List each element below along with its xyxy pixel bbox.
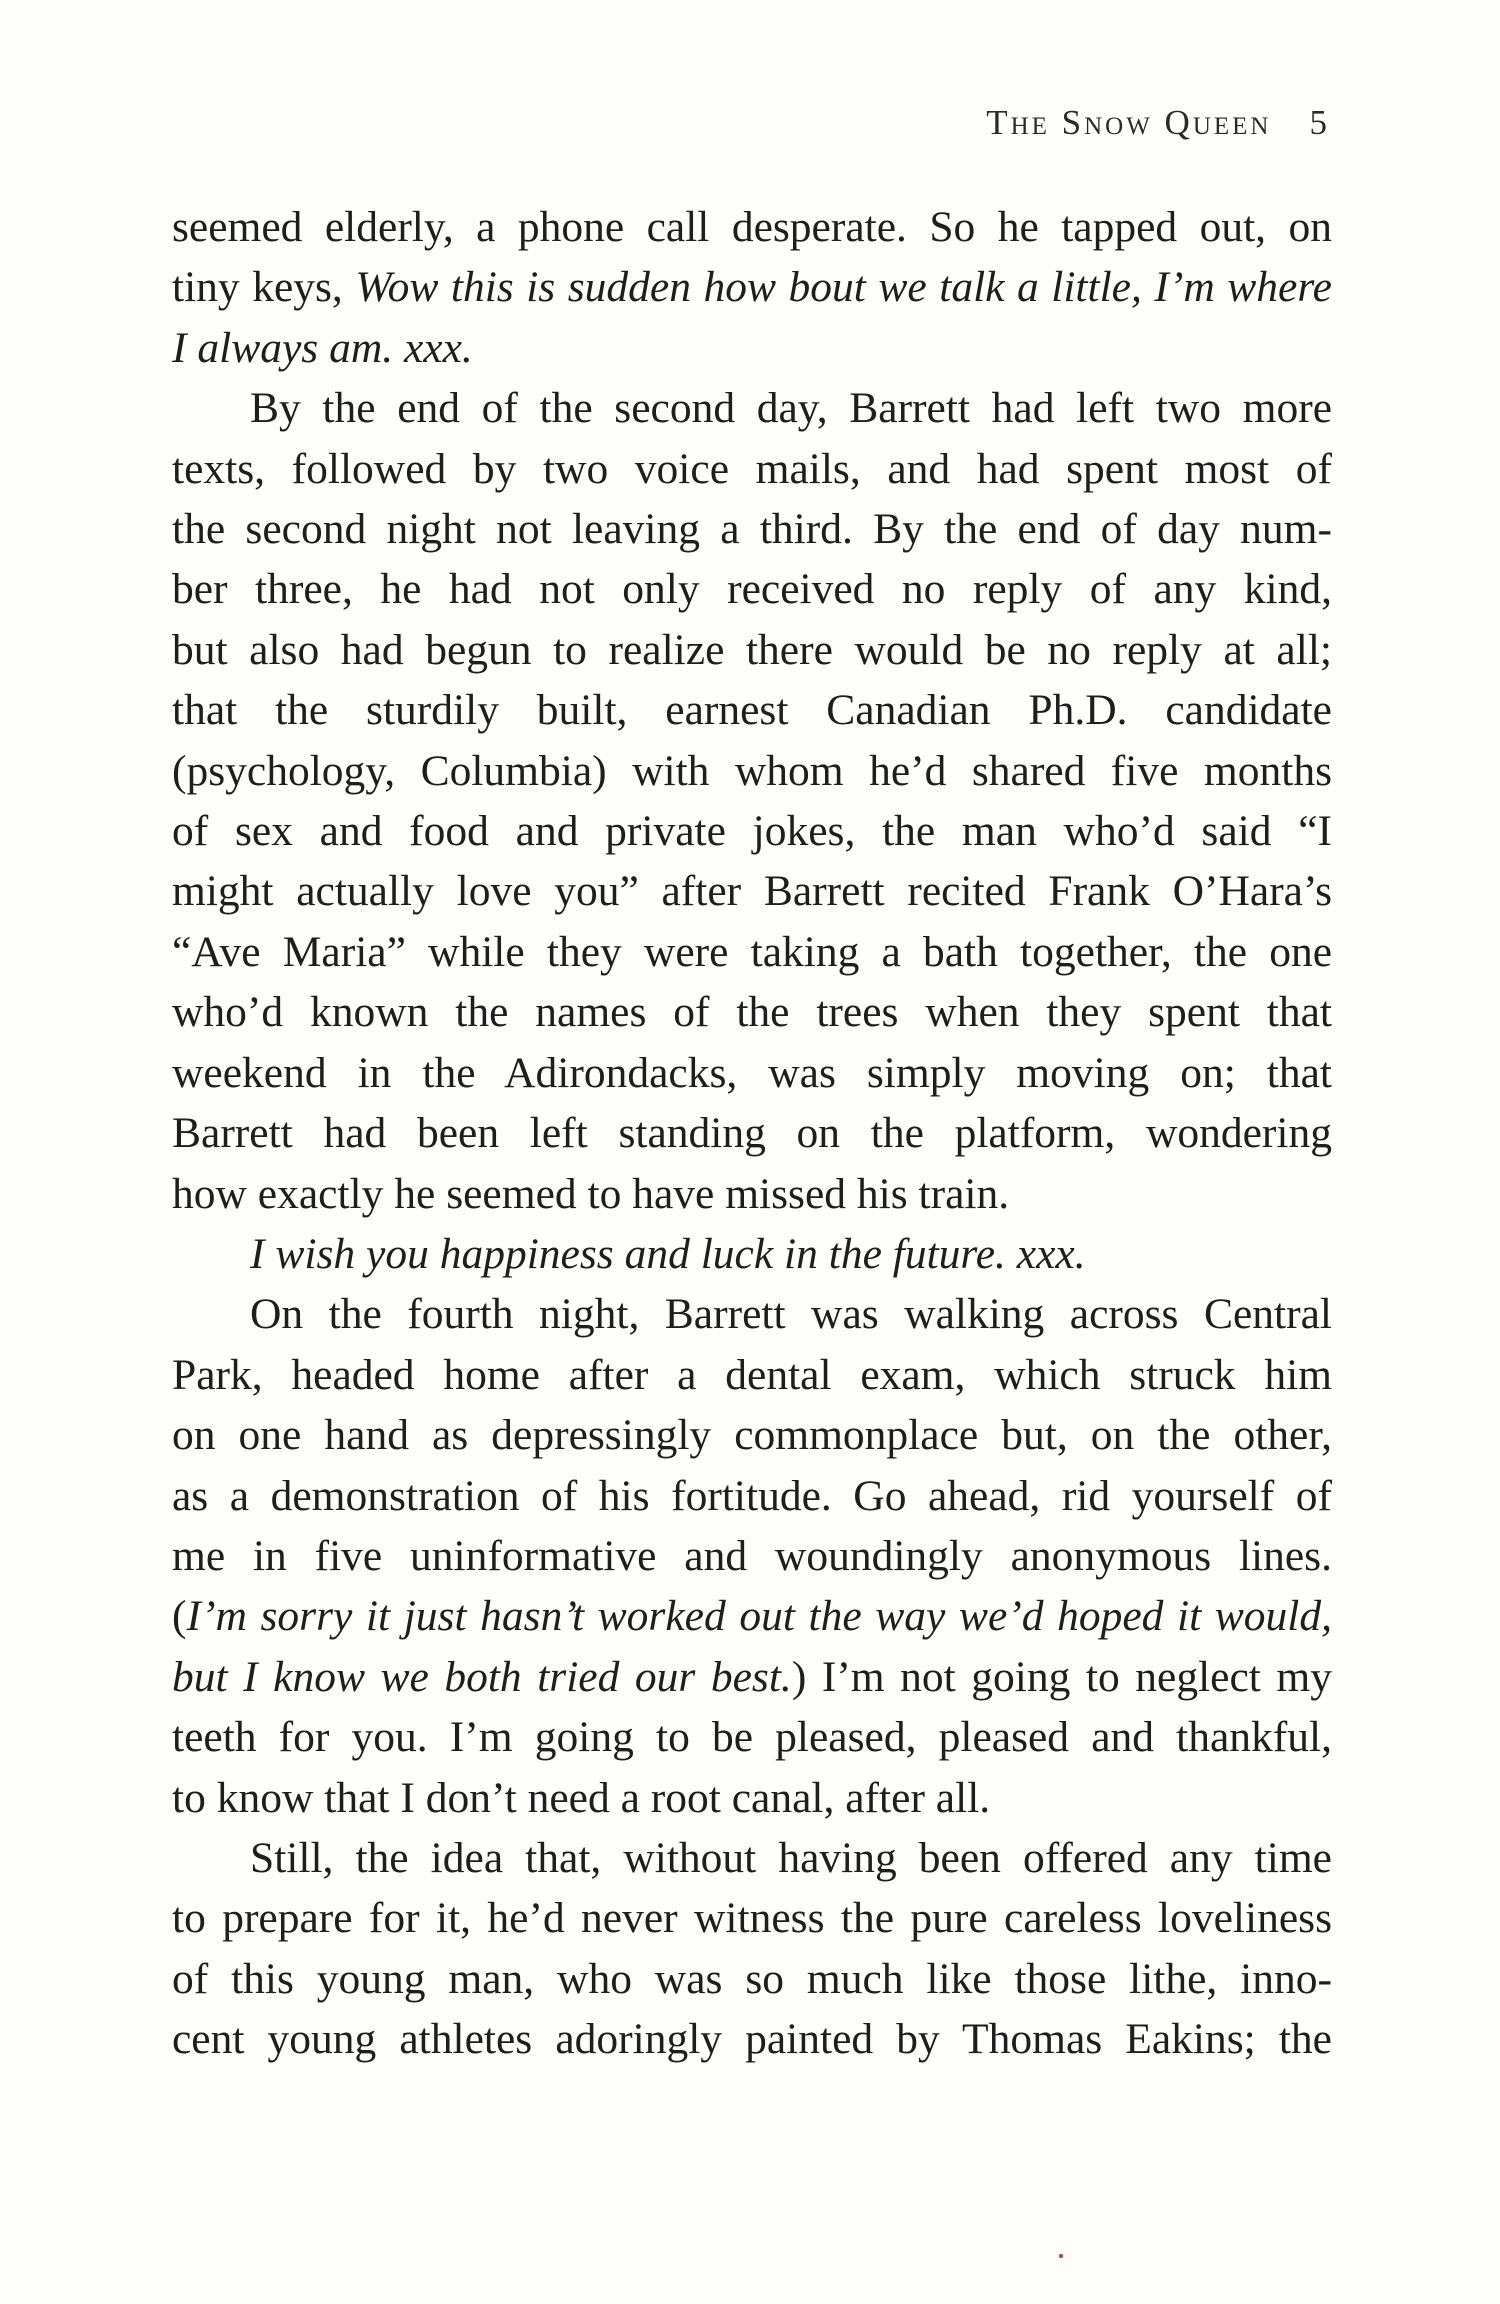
text-line [172, 1103, 1332, 1163]
text-line [172, 2009, 1332, 2069]
text-fragment: how exactly he seemed to have missed his train. [172, 1169, 1010, 1218]
text-fragment: Barrett had been left standing on the platform, wondering [172, 1109, 1332, 1158]
text-line [172, 620, 1332, 680]
text-fragment: Still, the idea that, without having been offered any time [250, 1833, 1332, 1882]
text-fragment: Park, headed home after a dental exam, which struck him [172, 1350, 1332, 1399]
text-fragment: On the fourth night, Barrett was walking across Central [250, 1290, 1332, 1339]
text-fragment: ber three, he had not only received no reply of any kind, [172, 565, 1332, 614]
text-fragment: me in five uninformative and woundingly anonymous lines. [172, 1531, 1332, 1580]
text-line [172, 1526, 1332, 1586]
text-line [172, 1707, 1332, 1767]
italic-text: I’m sorry it just hasn’t worked out the way we’d hoped it would, [186, 1592, 1332, 1641]
text-line [172, 1043, 1332, 1103]
text-line [172, 680, 1332, 740]
text-line [172, 1949, 1332, 2009]
text-fragment: ( [172, 1592, 187, 1641]
text-line [172, 1466, 1332, 1526]
ink-speck [1059, 2254, 1063, 2258]
text-line [172, 439, 1332, 499]
text-fragment: “Ave Maria” while they were taking a bath together, the one [172, 927, 1332, 976]
text-line [172, 741, 1332, 801]
text-line [172, 1768, 1332, 1828]
text-fragment: seemed elderly, a phone call desperate. So he tapped out, on [172, 203, 1332, 251]
text-line [172, 257, 1332, 317]
text-fragment: but also had begun to realize there would be no reply at all; [172, 625, 1332, 674]
text-line [172, 1345, 1332, 1405]
text-fragment: weekend in the Adirondacks, was simply moving on; that [172, 1048, 1332, 1097]
text-fragment: teeth for you. I’m going to be pleased, pleased and thankful, [172, 1713, 1332, 1762]
running-head [986, 103, 1327, 143]
text-fragment: that the sturdily built, earnest Canadian Ph.D. candidate [172, 686, 1332, 735]
text-line [172, 1164, 1332, 1224]
text-line [172, 197, 1332, 257]
text-fragment: to know that I don’t need a root canal, after all. [172, 1773, 991, 1822]
text-line [172, 1888, 1332, 1948]
italic-text: Wow this is sudden how bout we talk a little, I’m where [355, 263, 1332, 312]
text-line [172, 982, 1332, 1042]
text-fragment: to prepare for it, he’d never witness the pure careless loveliness [172, 1894, 1332, 1943]
text-line [172, 1586, 1332, 1646]
text-fragment: ) I’m not going to neglect my [791, 1652, 1332, 1701]
italic-text: I wish you happiness and luck in the future. xxx. [250, 1229, 1086, 1278]
text-line [172, 1284, 1332, 1344]
text-fragment: might actually love you” after Barrett recited Frank O’Hara’s [172, 867, 1332, 916]
text-line [172, 1405, 1332, 1465]
text-line [172, 1828, 1332, 1888]
text-fragment: of this young man, who was so much like those lithe, inno- [172, 1954, 1332, 2003]
text-line [172, 922, 1332, 982]
text-line [172, 1647, 1332, 1707]
page-number: 5 [1309, 103, 1327, 142]
body-text [172, 197, 1332, 2070]
text-fragment: By the end of the second day, Barrett had left two more [250, 384, 1332, 433]
text-line [172, 1224, 1332, 1284]
text-fragment: who’d known the names of the trees when they spent that [172, 988, 1332, 1037]
text-fragment: texts, followed by two voice mails, and had spent most of [172, 444, 1332, 493]
text-fragment: the second night not leaving a third. By the end of day num- [172, 505, 1332, 554]
text-fragment: on one hand as depressingly commonplace but, on the other, [172, 1411, 1332, 1460]
text-line [172, 499, 1332, 559]
text-fragment: (psychology, Columbia) with whom he’d shared five months [172, 746, 1332, 795]
text-fragment: of sex and food and private jokes, the man who’d said “I [172, 807, 1332, 856]
text-fragment: as a demonstration of his fortitude. Go ahead, rid yourself of [172, 1471, 1332, 1520]
text-line [172, 559, 1332, 619]
text-line [172, 318, 1332, 378]
running-title: The Snow Queen [986, 103, 1272, 142]
text-fragment: cent young athletes adoringly painted by Thomas Eakins; the [172, 2015, 1332, 2064]
italic-text: but I know we both tried our best. [172, 1652, 792, 1701]
text-line [172, 801, 1332, 861]
text-line [172, 861, 1332, 921]
text-fragment: tiny keys, [172, 263, 356, 312]
text-line [172, 378, 1332, 438]
italic-text: I always am. xxx. [172, 323, 473, 372]
